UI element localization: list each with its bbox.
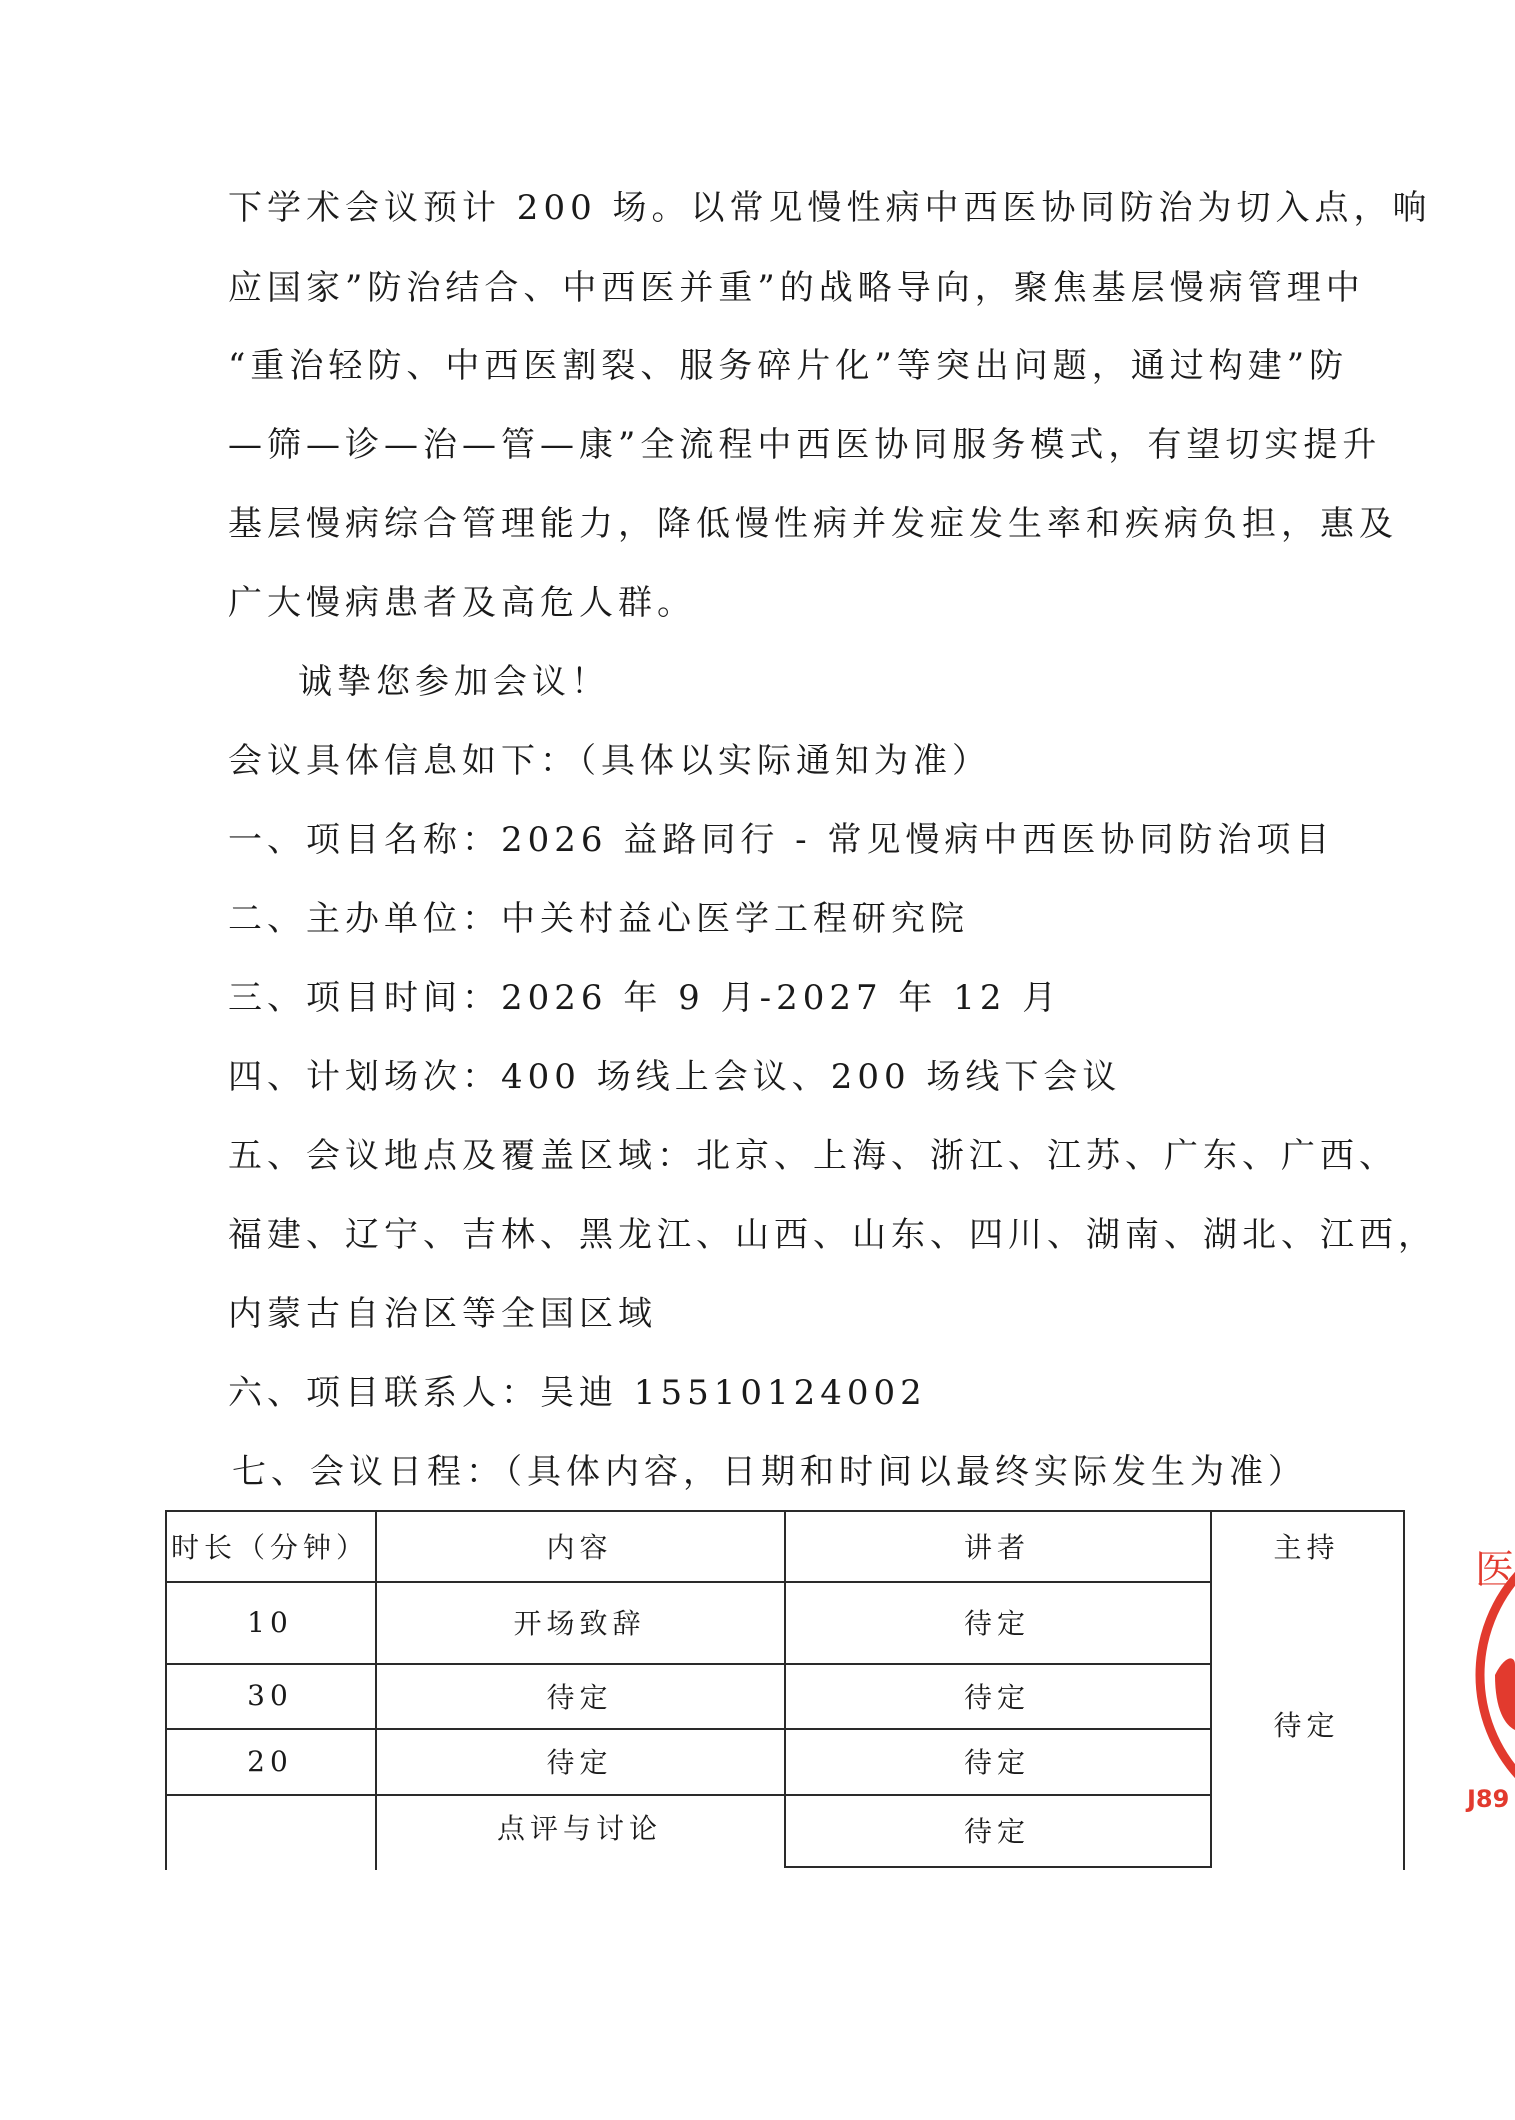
row-duration: 30: [247, 1679, 293, 1712]
row-duration: 10: [247, 1605, 293, 1639]
row-content: 开场致辞: [513, 1607, 646, 1640]
host-value: 待定: [1273, 1708, 1340, 1742]
header-duration: 时长（分钟）: [170, 1530, 369, 1564]
row-duration: 20: [247, 1744, 293, 1778]
item-contact: 六、项目联系人：吴迪 15510124002: [228, 1373, 927, 1413]
item-project-time: 三、项目时间：2026 年 9 月-2027 年 12 月: [228, 978, 1062, 1018]
item-locations: 五、会议地点及覆盖区域：北京、上海、浙江、江苏、广东、广西、: [228, 1136, 1398, 1176]
paragraph-line: 广大慢病患者及高危人群。: [228, 583, 696, 623]
header-speaker: 讲者: [963, 1530, 1030, 1564]
table-border: [784, 1866, 1210, 1868]
item-project-name: 一、项目名称：2026 益路同行 - 常见慢病中西医协同防治项目: [228, 820, 1335, 860]
seal-number-fragment: J89: [1467, 1785, 1510, 1813]
seal-text-fragment: 医: [1475, 1547, 1515, 1593]
header-content: 内容: [546, 1530, 613, 1564]
paragraph-line: 基层慢病综合管理能力，降低慢性病并发症发生率和疾病负担，惠及: [228, 504, 1398, 544]
paragraph-line: —筛—诊—治—管—康”全流程中西医协同服务模式，有望切实提升: [228, 425, 1382, 465]
row-speaker: 待定: [963, 1680, 1030, 1714]
row-speaker: 待定: [963, 1746, 1030, 1779]
row-content: 点评与讨论: [496, 1812, 662, 1845]
official-seal: [1455, 1525, 1515, 1835]
header-host: 主持: [1273, 1530, 1340, 1564]
row-content: 待定: [546, 1680, 613, 1714]
paragraph-line: 下学术会议预计 200 场。以常见慢性病中西医协同防治为切入点，响: [228, 188, 1432, 228]
item-planned-sessions: 四、计划场次：400 场线上会议、200 场线下会议: [228, 1057, 1122, 1097]
item-locations-cont: 内蒙古自治区等全国区域: [228, 1294, 657, 1334]
item-organizer: 二、主办单位：中关村益心医学工程研究院: [228, 899, 969, 939]
table-border: [1403, 1510, 1405, 1870]
item-locations-cont: 福建、辽宁、吉林、黑龙江、山西、山东、四川、湖南、湖北、江西，: [228, 1215, 1437, 1255]
schedule-table: [165, 1510, 1405, 1870]
paragraph-line: 应国家”防治结合、中西医并重”的战略导向，聚焦基层慢病管理中: [228, 268, 1365, 308]
row-speaker: 待定: [963, 1815, 1030, 1848]
row-duration: [165, 1794, 375, 1860]
invitation-line: 诚挚您参加会议！: [298, 662, 610, 702]
row-content: 待定: [546, 1746, 613, 1779]
row-speaker: 待定: [963, 1607, 1030, 1640]
item-schedule-title: 七、会议日程：（具体内容，日期和时间以最终实际发生为准）: [232, 1452, 1307, 1492]
paragraph-line: “重治轻防、中西医割裂、服务碎片化”等突出问题，通过构建”防: [228, 346, 1349, 386]
info-intro: 会议具体信息如下：（具体以实际通知为准）: [228, 741, 991, 781]
